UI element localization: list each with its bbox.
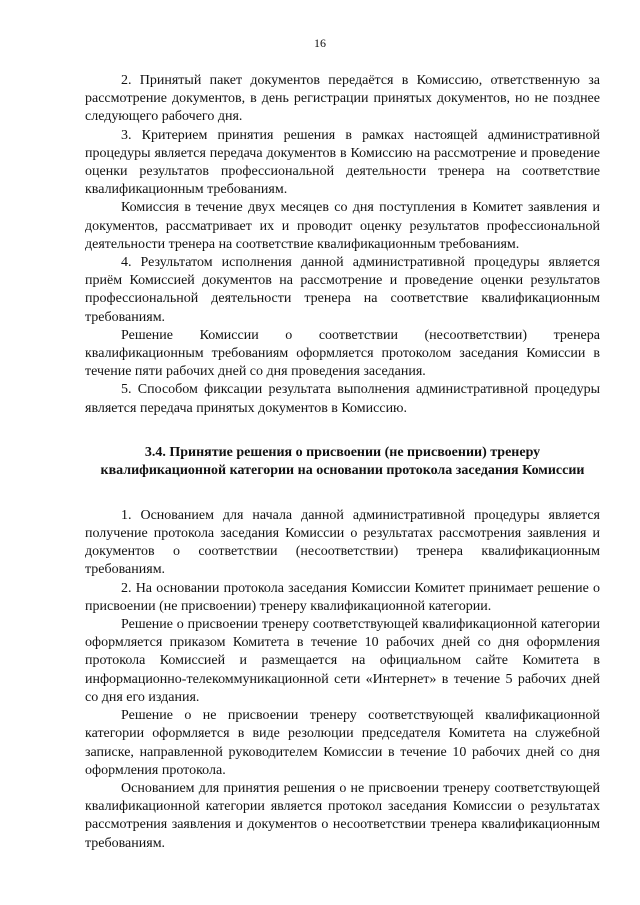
paragraph: 3. Критерием принятия решения в рамках настоящей административной процедуры является передача документов в Комиссию на рассмотрение и проведение оценки результатов профессиональной деятельности тренера на соответствие квалификационным требованиям. — [85, 127, 600, 198]
paragraph: Решение о не присвоении тренеру соответствующей квалификационной категории оформляется в виде резолюции председателя Комитета на служебной записке, направленной руководителем Комиссии в течение 10 рабочих дней со дня оформления протокола. — [85, 708, 600, 778]
paragraph: 2. Принятый пакет документов передаётся в Комиссию, ответственную за рассмотрение документов, в день регистрации принятых документов, но не позднее следующего рабочего дня. — [85, 73, 600, 125]
paragraph: 2. На основании протокола заседания Комиссии Комитет принимает решение о присвоении (не присвоении) тренеру квалификационной категории. — [85, 580, 600, 614]
paragraph: 4. Результатом исполнения данной административной процедуры является приём Комиссией документов на рассмотрение и проведение оценки результатов профессиональной деятельности тренера на соответствие квалификационным требованиям. — [85, 255, 600, 325]
paragraph: 5. Способом фиксации результата выполнения административной процедуры является передача принятых документов в Комиссию. — [85, 382, 600, 416]
paragraph: Основанием для принятия решения о не присвоении тренеру соответствующей квалификационной категории является протокол заседания Комиссии о результатах рассмотрения заявления и документов о несоответствии тренера квалификационным требованиям. — [85, 780, 600, 851]
paragraph: Решение о присвоении тренеру соответствующей квалификационной категории оформляется приказом Комитета в течение 10 рабочих дней со дня оформления протокола Комиссией и размещается на официальном сайте Комитета в информационно-телекоммуникационной сети «Интернет» в течение 5 рабочих дней со дня его издания. — [85, 617, 600, 705]
paragraph: Решение Комиссии о соответствии (несоответствии) тренера квалификационным требованиям оформляется протоколом заседания Комиссии в течение пяти рабочих дней со дня проведения заседания. — [85, 327, 600, 380]
paragraph: Комиссия в течение двух месяцев со дня поступления в Комитет заявления и документов, рассматривает их и проводит оценку результатов профессиональной деятельности тренера на соответствие квалификационным требованиям. — [85, 200, 600, 252]
page-number: 16 — [314, 36, 326, 50]
paragraph: 1. Основанием для начала данной административной процедуры является получение протокола заседания Комиссии о результатах рассмотрения заявления и документов о соответствии (несоответствии) тренера квалификационным требованиям. — [85, 507, 600, 578]
section-heading: 3.4. Принятие решения о присвоении (не присвоении) тренеру квалификационной категории на основании протокола заседания Комиссии — [100, 444, 585, 479]
document-body — [85, 72, 600, 853]
